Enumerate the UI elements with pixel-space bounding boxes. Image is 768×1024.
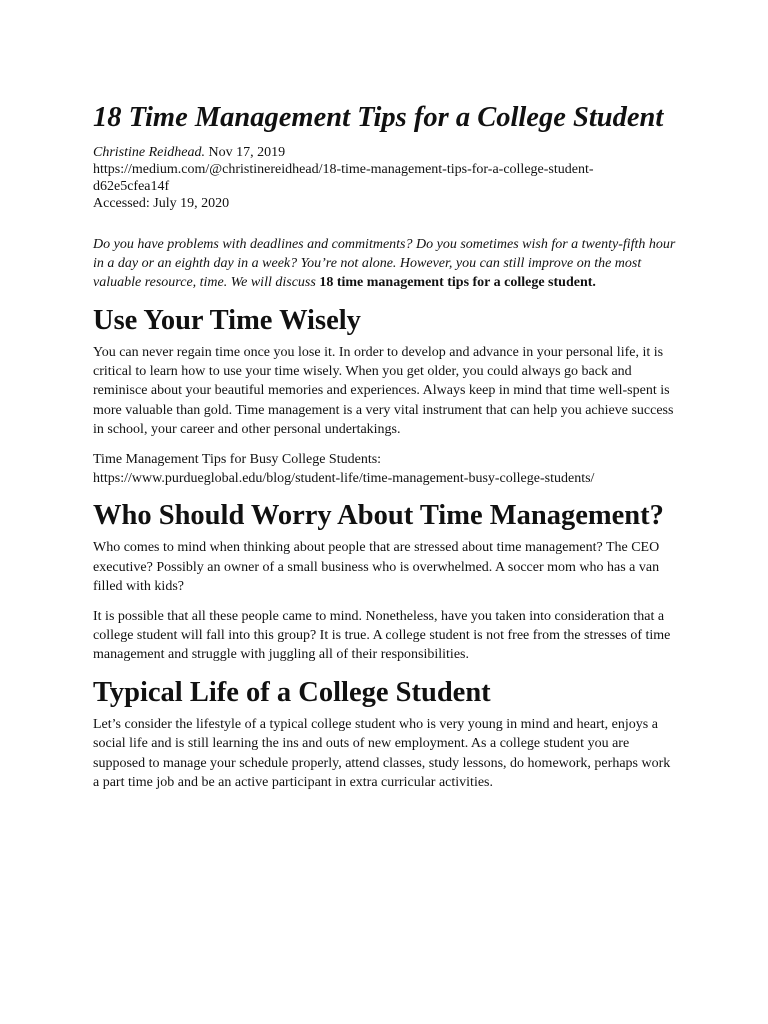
publish-date: Nov 17, 2019 [208,145,286,160]
reference-label: Time Management Tips for Busy College Students: [93,451,382,467]
section-paragraph: You can never regain time once you lose it. In order to develop and advance in your personal life, it is critical to learn how to use your time wisely. When you get older, you could always go back and reminisce about your beautiful memories and experiences. Always keep in mind that time well-spent is more valuable than gold. Time management is a very vital instrument that can help you achieve success in school, your career and other personal undertakings. [93,344,674,438]
reference-link-block [93,450,678,489]
document-page [93,100,678,803]
author-name: Christine Reidhead. [93,145,205,160]
accessed-date: Accessed: July 19, 2020 [93,196,230,211]
intro-bold-text: 18 time management tips for a college student. [319,275,596,291]
byline [93,144,678,161]
section-heading-use-time-wisely: Use Your Time Wisely [93,304,361,336]
source-url-line-1[interactable]: https://medium.com/@christinereidhead/18-time-management-tips-for-a-college-student- [93,162,594,177]
section-paragraph: It is possible that all these people came to mind. Nonetheless, have you taken into consideration that a college student will fall into this group? It is true. A college student is not free from the stresses of time management and struggle with juggling all of their responsibilities. [93,608,671,663]
section-heading-typical-life: Typical Life of a College Student [93,676,491,708]
section-paragraph: Who comes to mind when thinking about people that are stressed about time management? The CEO executive? Possibly an owner of a small business who is overwhelmed. A soccer mom who has a van filled with kids? [93,540,660,595]
reference-url[interactable]: https://www.purdueglobal.edu/blog/student-life/time-management-busy-college-students/ [93,471,595,487]
intro-paragraph [93,235,678,293]
section-heading-who-should-worry: Who Should Worry About Time Management? [93,500,664,532]
page-title: 18 Time Management Tips for a College Student [93,102,664,133]
source-url-line-2[interactable]: d62e5cfea14f [93,179,170,194]
citation-block [93,144,678,212]
section-paragraph: Let’s consider the lifestyle of a typical college student who is very young in mind and heart, enjoys a social life and is still learning the ins and outs of new employment. As a college student you are supposed to manage your schedule properly, attend classes, study lessons, do homework, perhaps work a part time job and be an active participant in extra curricular activities. [93,716,671,791]
intro-text: Do you have problems with deadlines and commitments? Do you sometimes wish for a twenty-fifth hour in a day or an eighth day in a week? You’re not alone. However, you can still improve on the most valuable resource, time. We will discuss [93,237,676,291]
